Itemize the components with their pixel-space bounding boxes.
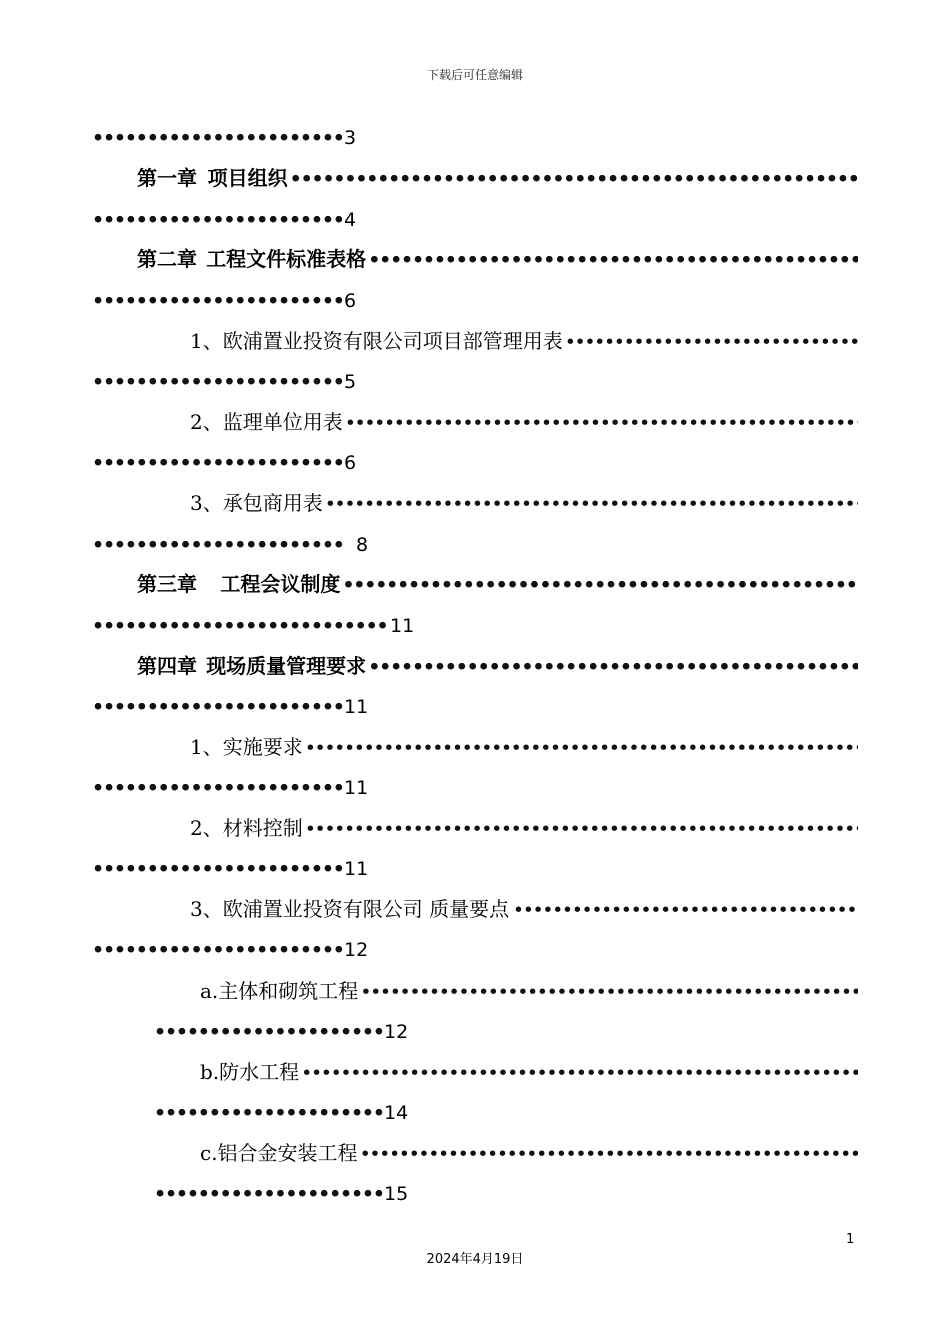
toc-leader [565, 326, 858, 357]
toc-section-title: 3、承包商用表 [190, 491, 323, 515]
toc-leader [92, 204, 344, 236]
toc-entry-section[interactable] [190, 325, 858, 357]
toc-entry-section[interactable] [190, 731, 858, 763]
toc-entry-section[interactable] [190, 406, 858, 438]
toc-page-number: 6 [344, 290, 357, 312]
toc-leader [154, 1178, 384, 1210]
toc-leader [368, 651, 858, 682]
toc-page-number: 11 [344, 777, 369, 799]
toc-page-line [154, 1097, 408, 1129]
toc-page-line [92, 447, 356, 479]
toc-leader [92, 285, 344, 317]
toc-page-number: 5 [344, 371, 357, 393]
toc-page-number: 12 [344, 939, 369, 961]
toc-leader [360, 976, 858, 1007]
toc-subsection-title: a.主体和砌筑工程 [200, 979, 359, 1003]
toc-page-line [92, 610, 414, 642]
toc-chapter-title: 工程会议制度 [220, 572, 341, 596]
toc-chapter-number: 第一章 [137, 166, 197, 190]
toc-entry-subsection[interactable] [200, 1137, 858, 1169]
toc-page-number: 11 [390, 615, 415, 637]
toc-leader [290, 163, 858, 194]
toc-page-number: 14 [384, 1102, 409, 1124]
toc-page-number: 15 [384, 1183, 409, 1205]
page-number: 1 [846, 1232, 855, 1247]
toc-chapter-number: 第三章 [137, 572, 197, 596]
toc-chapter-title: 现场质量管理要求 [206, 654, 367, 678]
toc-leader [513, 894, 858, 925]
toc-section-title: 1、实施要求 [190, 735, 303, 759]
toc-leader [92, 772, 344, 804]
toc-page-line [92, 204, 356, 236]
toc-entry-chapter-1[interactable] [137, 162, 858, 194]
toc-page-line [92, 853, 368, 885]
toc-leader [92, 691, 344, 723]
toc-leader [92, 447, 344, 479]
toc-entry-section[interactable] [190, 812, 858, 844]
toc-entry-chapter-2[interactable] [137, 243, 858, 275]
toc-section-title: 3、欧浦置业投资有限公司 质量要点 [190, 897, 510, 921]
toc-leader [154, 1016, 384, 1048]
toc-leader [325, 488, 858, 519]
footer-date: 2024年4月19日 [426, 1252, 524, 1267]
toc-section-title: 1、欧浦置业投资有限公司项目部管理用表 [190, 329, 563, 353]
toc-continuation [92, 122, 356, 154]
toc-subsection-title: c.铝合金安装工程 [200, 1141, 358, 1165]
toc-page-number: 3 [344, 127, 357, 149]
toc-leader [92, 610, 390, 642]
toc-chapter-title: 工程文件标准表格 [206, 247, 367, 271]
toc-page-number: 6 [344, 452, 357, 474]
toc-subsection-title: b.防水工程 [200, 1060, 300, 1084]
toc-page-line [92, 285, 356, 317]
toc-entry-section[interactable] [190, 487, 858, 519]
toc-page-line [92, 529, 368, 561]
toc-page-line [154, 1178, 408, 1210]
toc-entry-section[interactable] [190, 893, 858, 925]
toc-entry-chapter-4[interactable] [137, 650, 858, 682]
toc-leader [360, 1138, 858, 1169]
toc-page-line [92, 691, 368, 723]
toc-leader [92, 122, 344, 154]
toc-leader [92, 853, 344, 885]
toc-leader [368, 244, 858, 275]
toc-leader [154, 1097, 384, 1129]
toc-leader [92, 366, 344, 398]
toc-leader [301, 1057, 858, 1088]
toc-section-title: 2、监理单位用表 [190, 410, 343, 434]
toc-leader [305, 813, 858, 844]
toc-page-number: 12 [384, 1021, 409, 1043]
toc-page-line [92, 934, 368, 966]
toc-section-title: 2、材料控制 [190, 816, 303, 840]
toc-leader [342, 569, 858, 600]
toc-page-number: 11 [344, 858, 369, 880]
toc-page-line [92, 366, 356, 398]
toc-entry-subsection[interactable] [200, 975, 858, 1007]
toc-page-number: 4 [344, 209, 357, 231]
toc-page-line [92, 772, 368, 804]
toc-leader [92, 934, 344, 966]
toc-page-line [154, 1016, 408, 1048]
toc-chapter-title: 项目组织 [207, 166, 288, 190]
toc-chapter-number: 第二章 [137, 247, 197, 271]
toc-entry-chapter-3[interactable] [137, 568, 858, 600]
toc-entry-subsection[interactable] [200, 1056, 858, 1088]
toc-page-number: 8 [356, 534, 369, 556]
toc-leader [345, 407, 858, 438]
toc-chapter-number: 第四章 [137, 654, 197, 678]
toc-page-number: 11 [344, 696, 369, 718]
toc-leader [92, 529, 344, 561]
page-header: 下载后可任意编辑 [426, 68, 523, 82]
toc-leader [305, 732, 858, 763]
